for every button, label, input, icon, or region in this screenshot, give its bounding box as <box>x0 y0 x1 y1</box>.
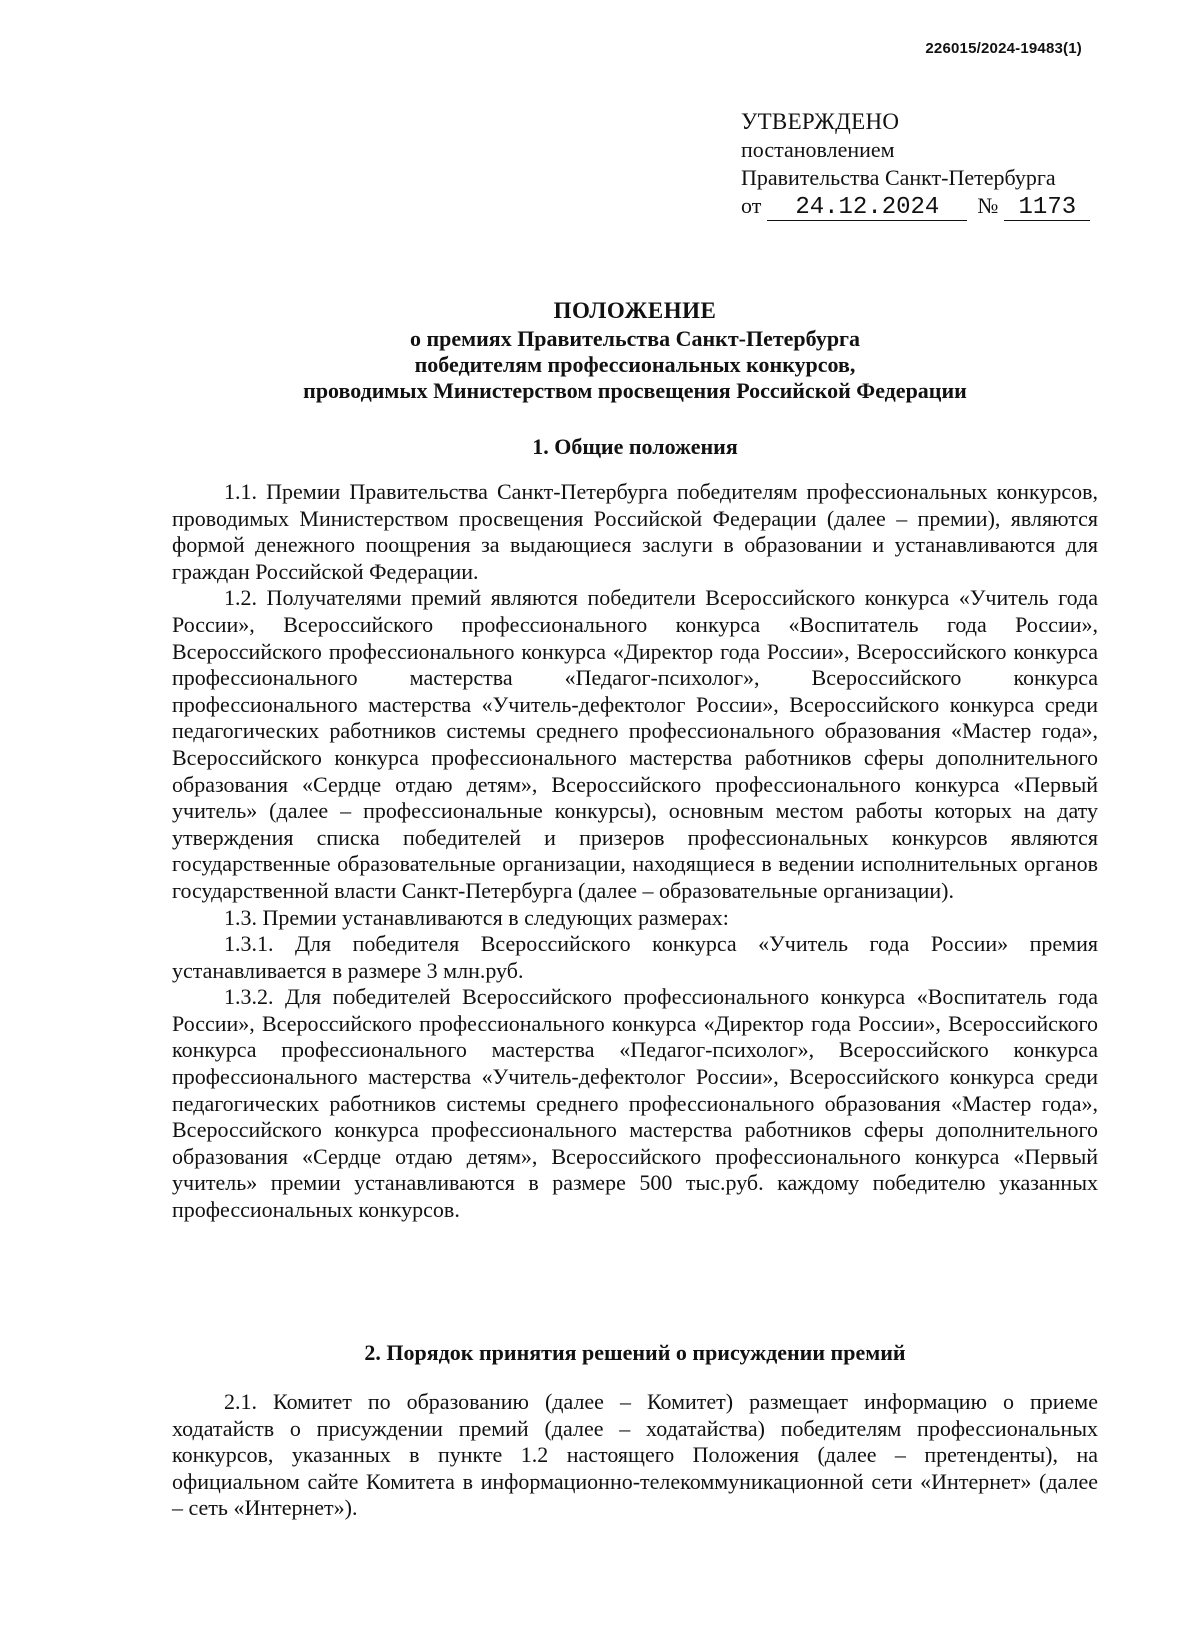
approval-line-2: Правительства Санкт-Петербурга <box>741 165 1056 190</box>
paragraph-1-3-1: 1.3.1. Для победителя Всероссийского конкурса «Учитель года России» премия устанавливается в размере 3 млн.руб. <box>172 931 1098 983</box>
approval-block <box>741 108 1101 221</box>
number-prefix: № <box>977 193 999 218</box>
approval-date: 24.12.2024 <box>767 196 967 221</box>
approval-line-1: постановлением <box>741 137 895 162</box>
section-2-body <box>172 1389 1098 1522</box>
registration-number: 226015/2024-19483(1) <box>925 40 1082 57</box>
title-line-1: о премиях Правительства Санкт-Петербурга <box>409 326 861 351</box>
paragraph-1-1: 1.1. Премии Правительства Санкт-Петербурга победителям профессиональных конкурсов, проводимых Министерством просвещения Российской Федерации (далее – премии), являются формой денежного поощрения за выдающиеся заслуги в образовании и устанавливаются для граждан Российской Федерации. <box>172 479 1098 584</box>
section-1-body <box>172 479 1098 1224</box>
paragraph-1-3-2: 1.3.2. Для победителей Всероссийского профессионального конкурса «Воспитатель года России», Всероссийского профессионального конкурса «Директор года России», Всероссийского конкурса профессионального мастерства «Педагог-психолог», Всероссийского конкурса профессионального мастерства «Учитель-дефектолог России», Всероссийского конкурса среди педагогических работников системы среднего профессионального образования «Мастер года», Всероссийского конкурса профессионального мастерства работников сферы дополнительного образования «Сердце отдаю детям», Всероссийского профессионального конкурса «Первый учитель» премии устанавливаются в размере 500 тыс.руб. каждому победителю указанных профессиональных конкурсов. <box>172 984 1098 1223</box>
section-1-heading: 1. Общие положения <box>532 434 738 459</box>
paragraph-1-2: 1.2. Получателями премий являются победители Всероссийского конкурса «Учитель года России», Всероссийского профессионального конкурса «Воспитатель года России», Всероссийского профессионального конкурса «Директор года России», Всероссийского конкурса профессионального мастерства «Педагог-психолог», Всероссийского конкурса профессионального мастерства «Учитель-дефектолог России», Всероссийского конкурса среди педагогических работников системы среднего профессионального образования «Мастер года», Всероссийского конкурса профессионального мастерства работников сферы дополнительного образования «Сердце отдаю детям», Всероссийского профессионального конкурса «Первый учитель» (далее – профессиональные конкурсы), основным местом работы которых на дату утверждения списка победителей и призеров профессиональных конкурсов являются государственные образовательные организации, находящиеся в ведении исполнительных органов государственной власти Санкт-Петербурга (далее – образовательные организации). <box>172 585 1098 903</box>
title-line-2: победителям профессиональных конкурсов, <box>414 352 856 377</box>
title-main: ПОЛОЖЕНИЕ <box>553 298 717 323</box>
document-title <box>150 296 1120 404</box>
paragraph-1-3: 1.3. Премии устанавливаются в следующих размерах: <box>224 904 729 930</box>
approval-number: 1173 <box>1004 196 1090 221</box>
title-line-3: проводимых Министерством просвещения Российской Федерации <box>303 378 967 403</box>
approval-stamp: УТВЕРЖДЕНО <box>741 109 900 134</box>
paragraph-2-1: 2.1. Комитет по образованию (далее – Комитет) размещает информацию о приеме ходатайств о присуждении премий (далее – ходатайства) победителям профессиональных конкурсов, указанных в пункте 1.2 настоящего Положения (далее – претенденты), на официальном сайте Комитета в информационно-телекоммуникационной сети «Интернет» (далее – сеть «Интернет»). <box>172 1389 1098 1521</box>
section-2-heading: 2. Порядок принятия решений о присуждении премий <box>364 1340 906 1365</box>
approval-date-line <box>741 192 1101 221</box>
date-prefix: от <box>741 193 762 218</box>
